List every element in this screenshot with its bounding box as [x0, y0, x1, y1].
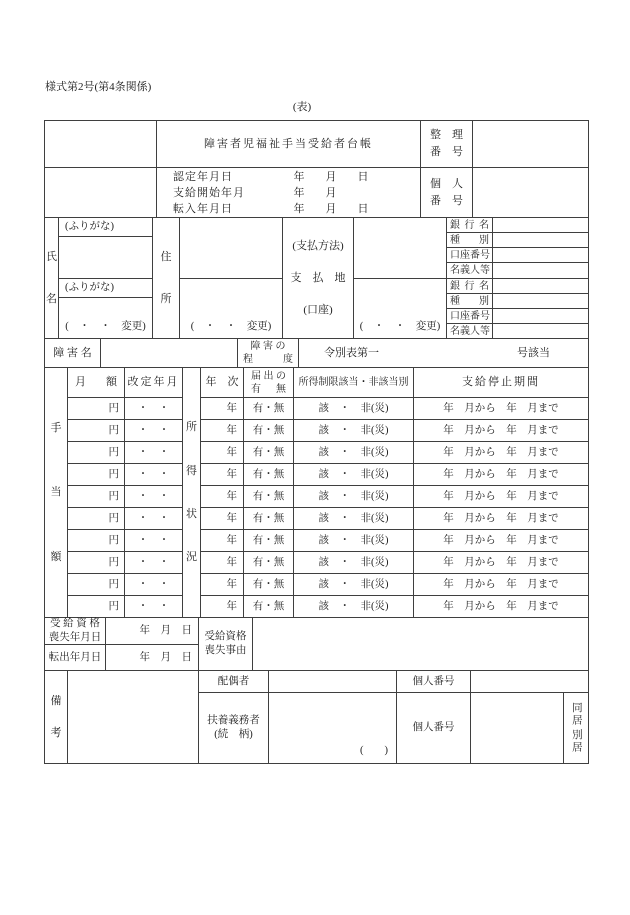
year-cell: 年: [200, 551, 244, 574]
year-cell: 年: [200, 595, 244, 618]
amount-cell: 円: [67, 529, 125, 552]
amount-cell: 円: [67, 485, 125, 508]
remarks-vertical-label: 備 考: [44, 670, 68, 764]
loss-date-label: 受 給 資 格 喪失年月日: [44, 617, 106, 645]
income-limit-cell: 該 ・ 非(災): [293, 441, 414, 464]
notification-cell: 有・無: [243, 463, 294, 486]
income-limit-cell: 該 ・ 非(災): [293, 551, 414, 574]
suspension-cell: 年 月から 年 月まで: [413, 463, 589, 486]
income-limit-cell: 該 ・ 非(災): [293, 419, 414, 442]
suspension-cell: 年 月から 年 月まで: [413, 485, 589, 508]
revision-cell: ・ ・: [124, 551, 183, 574]
notification-cell: 有・無: [243, 441, 294, 464]
notification-cell: 有・無: [243, 573, 294, 596]
amount-cell: 円: [67, 397, 125, 420]
dependent-label: 扶養義務者 (続 柄): [198, 692, 269, 764]
notification-cell: 有・無: [243, 507, 294, 530]
revision-cell: ・ ・: [124, 463, 183, 486]
disability-name-value: [100, 338, 238, 368]
payment-place-label: (支払方法) 支 払 地 (口座): [282, 217, 354, 339]
income-status-vertical-label: 所 得 状 況: [182, 367, 201, 618]
form-title: 障害者児福祉手当受給者台帳: [156, 120, 421, 168]
moveout-date-label: 転出年月日: [44, 644, 106, 671]
address-change-cell: ( ・ ・ 変更): [179, 278, 283, 339]
amount-cell: 円: [67, 419, 125, 442]
year-cell: 年: [200, 441, 244, 464]
account-number-value-1: [492, 247, 589, 263]
suspension-cell: 年 月から 年 月まで: [413, 397, 589, 420]
year-cell: 年: [200, 507, 244, 530]
amount-cell: 円: [67, 441, 125, 464]
suspension-cell: 年 月から 年 月まで: [413, 551, 589, 574]
dependent-personal-number-label: 個人番号: [396, 692, 471, 764]
suspension-cell: 年 月から 年 月まで: [413, 507, 589, 530]
account-change-cell: ( ・ ・ 変更): [353, 278, 447, 339]
income-limit-cell: 該 ・ 非(災): [293, 485, 414, 508]
income-limit-cell: 該 ・ 非(災): [293, 397, 414, 420]
photo-blank-cell: [44, 167, 157, 218]
header-monthly-amount: 月 額: [67, 367, 125, 398]
revision-cell: ・ ・: [124, 507, 183, 530]
furigana-label-2: (ふりがな): [58, 278, 153, 298]
dependent-personal-number-value: [470, 692, 564, 764]
dates-cell: [156, 167, 421, 218]
year-cell: 年: [200, 573, 244, 596]
dependent-value-cell: ( ): [268, 692, 397, 764]
furigana-label-1: (ふりがな): [58, 217, 153, 237]
name-change-cell: ( ・ ・ 変更): [58, 297, 153, 339]
name-value-cell: [58, 236, 153, 279]
loss-reason-label: 受給資格 喪失事由: [198, 617, 253, 671]
income-limit-cell: 該 ・ 非(災): [293, 573, 414, 596]
sheet-side-label: (表): [292, 101, 312, 113]
header-year: 年 次: [200, 367, 244, 398]
form-code: 様式第2号(第4条関係): [45, 81, 152, 93]
revision-cell: ・ ・: [124, 573, 183, 596]
account-value-cell-1: [353, 217, 447, 279]
account-holder-value-1: [492, 262, 589, 279]
certification-date-line: 認定年月日 年 月 日: [173, 170, 369, 183]
loss-date-value: 年 月 日: [105, 617, 199, 645]
disability-name-label: 障 害 名: [44, 338, 101, 368]
address-vertical-label: 住 所: [152, 217, 180, 339]
serial-number-value-cell: [472, 120, 589, 168]
revision-cell: ・ ・: [124, 397, 183, 420]
account-number-label-1: 口座番号: [446, 247, 493, 263]
spouse-value-cell: [268, 670, 397, 693]
revision-cell: ・ ・: [124, 485, 183, 508]
header-suspension-period: 支給停止期間: [413, 367, 589, 398]
year-cell: 年: [200, 419, 244, 442]
spouse-personal-number-value: [470, 670, 589, 693]
year-cell: 年: [200, 529, 244, 552]
suspension-cell: 年 月から 年 月まで: [413, 573, 589, 596]
account-type-label-2: 種 別: [446, 293, 493, 309]
revision-cell: ・ ・: [124, 441, 183, 464]
header-revision-date: 改定年月: [124, 367, 183, 398]
notification-cell: 有・無: [243, 595, 294, 618]
year-cell: 年: [200, 485, 244, 508]
revision-cell: ・ ・: [124, 529, 183, 552]
account-type-value-2: [492, 293, 589, 309]
address-value-cell: [179, 217, 283, 279]
amount-cell: 円: [67, 463, 125, 486]
personal-number-label: 個 人 番 号: [420, 167, 473, 218]
account-holder-value-2: [492, 323, 589, 339]
suspension-cell: 年 月から 年 月まで: [413, 595, 589, 618]
revision-cell: ・ ・: [124, 595, 183, 618]
serial-number-label: 整 理 番 号: [420, 120, 473, 168]
personal-number-value-cell: [472, 167, 589, 218]
schedule-clause-cell: 令別表第一 号該当: [298, 338, 589, 368]
amount-cell: 円: [67, 595, 125, 618]
revision-cell: ・ ・: [124, 419, 183, 442]
header-notification: 届 出 の 有 無: [243, 367, 294, 398]
header-income-limit: 所得制限該当・非該当別: [293, 367, 414, 398]
payment-start-line: 支給開始年月 年 月: [173, 186, 337, 199]
income-limit-cell: 該 ・ 非(災): [293, 463, 414, 486]
suspension-cell: 年 月から 年 月まで: [413, 529, 589, 552]
account-type-value-1: [492, 232, 589, 248]
name-vertical-label: 氏 名: [44, 217, 59, 339]
allowance-amount-vertical-label: 手 当 額: [44, 367, 68, 618]
amount-cell: 円: [67, 507, 125, 530]
income-limit-cell: 該 ・ 非(災): [293, 595, 414, 618]
account-type-label-1: 種 別: [446, 232, 493, 248]
loss-reason-value: [252, 617, 589, 671]
notification-cell: 有・無: [243, 419, 294, 442]
remarks-value-cell: [67, 670, 199, 764]
suspension-cell: 年 月から 年 月まで: [413, 441, 589, 464]
account-holder-label-2: 名義人等: [446, 323, 493, 339]
disability-degree-label: 障 害 の 程 度: [237, 338, 299, 368]
notification-cell: 有・無: [243, 485, 294, 508]
account-number-value-2: [492, 308, 589, 324]
spouse-personal-number-label: 個人番号: [396, 670, 471, 693]
moveout-date-value: 年 月 日: [105, 644, 199, 671]
bank-name-label-2: 銀 行 名: [446, 278, 493, 294]
amount-cell: 円: [67, 573, 125, 596]
account-number-label-2: 口座番号: [446, 308, 493, 324]
notification-cell: 有・無: [243, 529, 294, 552]
account-holder-label-1: 名義人等: [446, 262, 493, 279]
income-limit-cell: 該 ・ 非(災): [293, 507, 414, 530]
spouse-label: 配偶者: [198, 670, 269, 693]
notification-cell: 有・無: [243, 551, 294, 574]
transfer-in-line: 転入年月日 年 月 日: [173, 202, 369, 215]
notification-cell: 有・無: [243, 397, 294, 420]
bank-name-value-2: [492, 278, 589, 294]
amount-cell: 円: [67, 551, 125, 574]
year-cell: 年: [200, 463, 244, 486]
top-left-blank-cell: [44, 120, 157, 168]
bank-name-value-1: [492, 217, 589, 233]
income-limit-cell: 該 ・ 非(災): [293, 529, 414, 552]
living-together-separate-label: 同居 別居: [563, 692, 589, 764]
suspension-cell: 年 月から 年 月まで: [413, 419, 589, 442]
year-cell: 年: [200, 397, 244, 420]
bank-name-label-1: 銀 行 名: [446, 217, 493, 233]
